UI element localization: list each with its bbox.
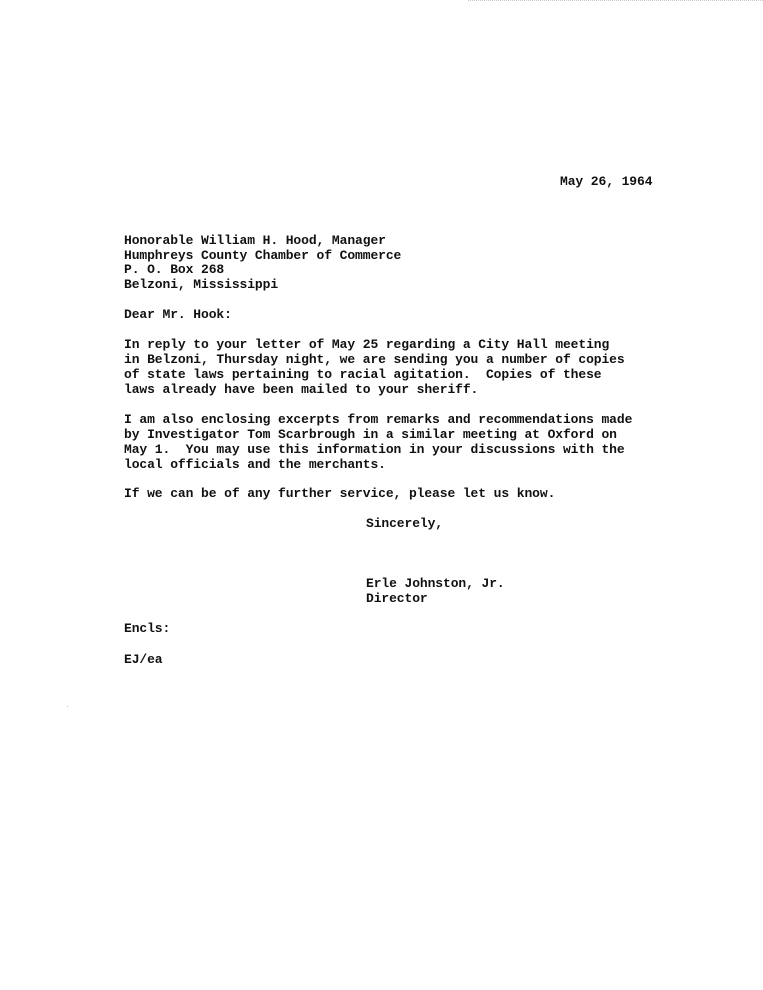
paragraph-1-line-4: laws already have been mailed to your sheriff. xyxy=(124,382,479,397)
recipient-city-line: Belzoni, Mississippi xyxy=(124,277,279,292)
paragraph-2-line-3: May 1. You may use this information in your discussions with the xyxy=(124,442,625,457)
recipient-organization-line: Humphreys County Chamber of Commerce xyxy=(124,248,402,263)
paragraph-1-line-1: In reply to your letter of May 25 regarding a City Hall meeting xyxy=(124,337,610,352)
salutation: Dear Mr. Hook: xyxy=(124,307,232,322)
paragraph-2-line-2: by Investigator Tom Scarbrough in a similar meeting at Oxford on xyxy=(124,427,617,442)
complimentary-closing: Sincerely, xyxy=(366,516,444,531)
paragraph-3: If we can be of any further service, please let us know. xyxy=(124,486,556,501)
recipient-po-box-line: P. O. Box 268 xyxy=(124,262,225,277)
paragraph-2-line-4: local officials and the merchants. xyxy=(124,457,386,472)
signer-title: Director xyxy=(366,591,428,606)
paragraph-1-line-2: in Belzoni, Thursday night, we are sending you a number of copies xyxy=(124,352,625,367)
enclosures-notation: Encls: xyxy=(124,621,171,636)
recipient-name-line: Honorable William H. Hood, Manager xyxy=(124,233,386,248)
letter-date: May 26, 1964 xyxy=(560,174,653,189)
signer-name: Erle Johnston, Jr. xyxy=(366,576,505,591)
paragraph-2-line-1: I am also enclosing excerpts from remarks and recommendations made xyxy=(124,412,633,427)
reference-initials: EJ/ea xyxy=(124,652,163,667)
paragraph-1-line-3: of state laws pertaining to racial agitation. Copies of these xyxy=(124,367,602,382)
